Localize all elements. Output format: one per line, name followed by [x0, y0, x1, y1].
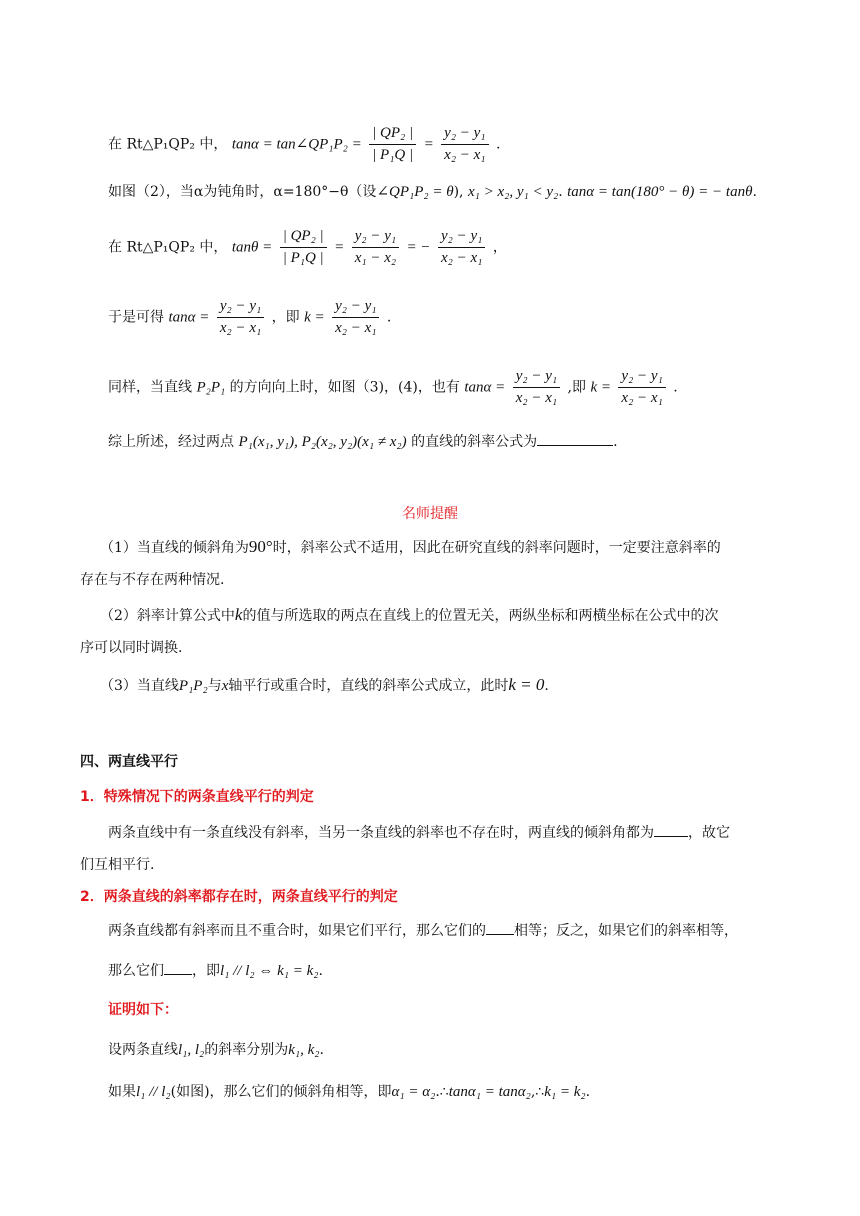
proof-line-1: 设两条直线l₁, l₂的斜率分别为k₁, k₂. — [108, 1042, 324, 1058]
tip-1: （1）当直线的倾斜角为90°时，斜率公式不适用，因此在研究直线的斜率问题时，一定要注意斜率的 — [100, 537, 721, 556]
fraction: $\frac{\text{y₂ − y₁}}{\text{x₂ − x₁}}$ — [217, 298, 264, 337]
sub1-text-cont: 们互相平行. — [80, 857, 155, 873]
text-line-2: 如图（2），当α为钝角时，α=180°−θ（设∠QP₁P₂ = θ), x₁ > x₂, y₁ < y₂. tanα = tan(180° − θ) = − tanθ. — [108, 184, 757, 200]
fraction: $\frac{\text{| QP₂ |}}{\text{| P₁Q |}}$ — [280, 228, 327, 267]
answer-blank — [654, 822, 688, 837]
answer-blank — [164, 960, 192, 975]
tip-2: （2）斜率计算公式中k的值与所选取的两点在直线上的位置无关，两纵坐标和两横坐标在公式中的次 — [100, 605, 719, 624]
fraction: $\frac{\text{y₂ − y₁}}{\text{x₁ − x₂}}$ — [352, 228, 399, 267]
tip-title: 名师提醒 — [402, 506, 458, 522]
fraction: $\frac{\text{y₂ − y₁}}{\text{x₂ − x₁}}$ — [513, 368, 560, 407]
answer-blank — [537, 431, 613, 446]
section-heading: 四、两直线平行 — [80, 754, 178, 770]
tip-2-cont: 序可以同时调换. — [80, 640, 183, 656]
formula-line-1: 在 Rt△P₁QP₂ 中， tanα = tan∠QP₁P₂ = $\frac{\text{| QP₂ |}}{\text{| P₁Q |}}$ = $\frac{\text{y₂ − y₁}}{\text{x₂ − x₁}}$ . — [108, 125, 501, 163]
formula-line-5: 同样，当直线 P₂P₁ 的方向向上时，如图（3)，(4)，也有 tanα = $\frac{\text{y₂ − y₁}}{\text{x₂ − x₁}}$ ,即 k = $\frac{\text{y₂ − y₁}}{\text{x₂ − x₁}}$ . — [108, 368, 678, 406]
formula-line-3: 在 Rt△P₁QP₂ 中， tanθ = $\frac{\text{| QP₂ |}}{\text{| P₁Q |}}$ = $\frac{\text{y₂ − y₁}}{\text{x₁ − x₂}}$ = − $\frac{\text{y₂ − y₁}}{\text{x₂ − x₁}}$ ， — [108, 228, 507, 266]
tip-1-cont: 存在与不存在两种情况. — [80, 572, 225, 588]
fraction: $\frac{\text{y₂ − y₁}}{\text{x₂ − x₁}}$ — [438, 228, 485, 267]
tip-3: （3）当直线P₁P₂与x轴平行或重合时，直线的斜率公式成立，此时k = 0. — [100, 675, 549, 694]
fraction: $\frac{\text{| QP₂ |}}{\text{| P₁Q |}}$ — [369, 125, 416, 164]
fraction: $\frac{\text{y₂ − y₁}}{\text{x₂ − x₁}}$ — [618, 368, 665, 407]
sub2-text-cont: 那么它们 ，即l₁ // l₂ ⇔ k₁ = k₂. — [108, 960, 323, 981]
subheading-1: 1．特殊情况下的两条直线平行的判定 — [80, 789, 314, 805]
fraction: $\frac{\text{y₂ − y₁}}{\text{x₂ − x₁}}$ — [332, 298, 379, 337]
math: tanα = tan∠QP₁P₂ = — [231, 136, 362, 153]
text: 在 Rt△P₁QP₂ 中， — [108, 136, 228, 153]
math: = — [423, 136, 434, 153]
subheading-2: 2．两条直线的斜率都存在时，两条直线平行的判定 — [80, 889, 398, 905]
proof-line-2: 如果l₁ // l₂(如图)，那么它们的倾斜角相等，即α₁ = α₂.∴tanα₁ = tanα₂,∴k₁ = k₂. — [108, 1084, 591, 1100]
proof-label: 证明如下： — [108, 1002, 178, 1018]
formula-line-4: 于是可得 tanα = $\frac{\text{y₂ − y₁}}{\text{x₂ − x₁}}$ ，即 k = $\frac{\text{y₂ − y₁}}{\text{x₂ − x₁}}$ . — [108, 298, 392, 336]
sub2-text: 两条直线都有斜率而且不重合时，如果它们平行，那么它们的 相等；反之，如果它们的斜率相等， — [108, 920, 738, 941]
summary-line: 综上所述，经过两点 P₁(x₁, y₁), P₂(x₂, y₂)(x₁ ≠ x₂) 的直线的斜率公式为 . — [108, 431, 618, 452]
sub1-text: 两条直线中有一条直线没有斜率，当另一条直线的斜率也不存在时，两直线的倾斜角都为 ，故它 — [108, 822, 730, 843]
fraction: $\frac{\text{y₂ − y₁}}{\text{x₂ − x₁}}$ — [441, 125, 488, 164]
answer-blank — [486, 920, 514, 935]
